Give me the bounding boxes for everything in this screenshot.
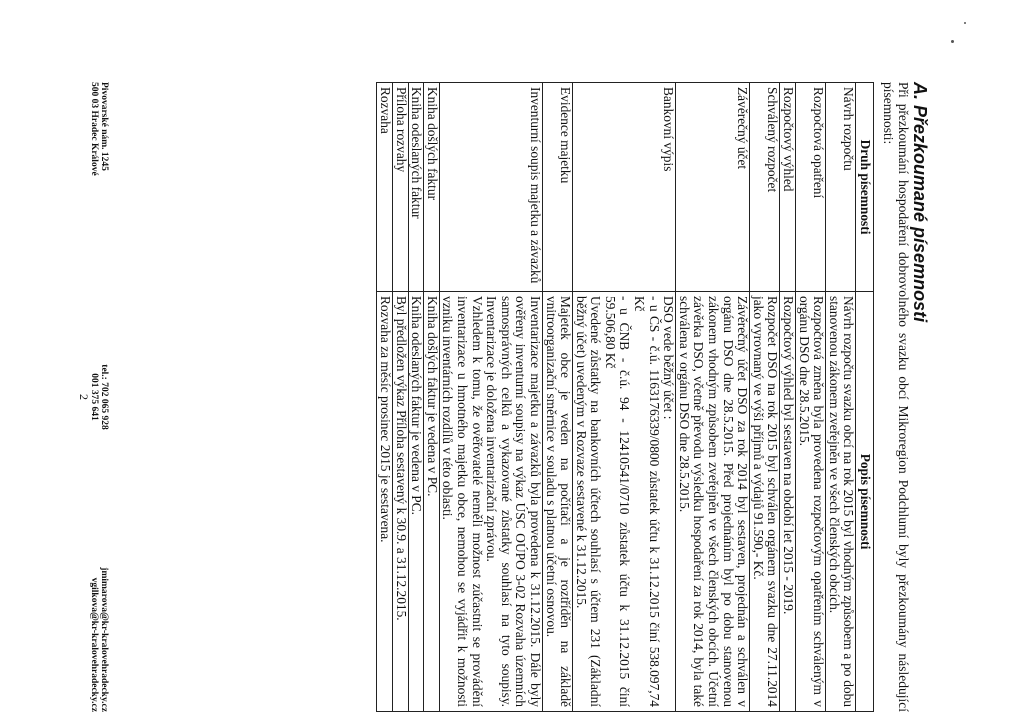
document-description-cell [439, 292, 542, 712]
document-type-cell: Kniha odeslaných faktur [408, 83, 424, 292]
table-row [573, 83, 676, 712]
description-paragraph: Návrh rozpočtu svazku obcí na rok 2015 byl vhodným způsobem a po dobu stanovenou zákonem zveřejněn ve všech členských obcích. [826, 296, 857, 707]
scan-speck [964, 22, 966, 24]
table-row [676, 83, 750, 712]
description-paragraph: Rozpočet DSO na rok 2015 byl schválen orgánem svazku dne 27.11.2014 jako vyrovnaný ve výši příjmů a výdajů 91.590,- Kč. [750, 296, 781, 707]
table-row [424, 83, 440, 712]
document-type-cell: Evidence majetku [542, 83, 572, 292]
footer-email-line: jmimarova@kr-kralovehradecky.cz [99, 567, 109, 712]
documents-table [376, 82, 874, 712]
document-type-cell: Rozpočtová opatření [796, 83, 826, 292]
footer-address-line: 500 03 Hradec Králové [89, 82, 99, 176]
document-description-cell [573, 292, 676, 712]
footer-phone-line: tel.: 702 065 928 [99, 364, 109, 430]
description-paragraph: Závěrečný účet DSO za rok 2014 byl sestaven, projednán a schválen v orgánu DSO dne 28.5.2015. Před projednáním byl po dobu stanovenou zákonem vhodným způsobem zveřejněn ve všech členských obcích. Účetní závěrka DSO, včetně převodu výsledku hospodaření za rok 2014, byla také schválena v orgánu DSO dne 28.5.2015. [676, 296, 751, 707]
footer-phone-line: 001 375 641 [89, 373, 99, 421]
document-type-cell: Příloha rozvahy [393, 83, 409, 292]
description-paragraph: - u ČNB - č.ú. 94 - 12410541/0710 zůstatek účtu k 31.12.2015 činí 59.506,80 Kč [602, 296, 633, 707]
description-paragraph: - u ČS - č.ú. 1163176339/0800 zůstatek účtu k 31.12.2015 činí 538.097,74 Kč [632, 296, 662, 707]
section-heading: A. Přezkoumané písemnosti [910, 82, 930, 323]
document-description-cell [424, 292, 440, 712]
description-paragraph: Majetek obce je veden na počítači a je roztříděn na základě vnitroorganizační směrnice v souladu s platnou účetní osnovou. [543, 296, 574, 707]
description-paragraph: Rozpočtová změna byla provedena rozpočtovým opatřením schváleným v orgánu DSO dne 28.5.2015. [796, 296, 827, 707]
table-row [377, 83, 393, 712]
document-type-cell: Návrh rozpočtu [826, 83, 856, 292]
document-description-cell [542, 292, 572, 712]
table-row [542, 83, 572, 712]
document-type-cell: Inventurní soupis majetku a závazků [439, 83, 542, 292]
description-paragraph: Vzhledem k tomu, že ověřovatelé neměli možnost zúčastnit se provádění inventarizace u hmotného majetku obce, nemohou se vyjádřit k možnosti vzniku inventárních rozdílů v této oblasti. [440, 296, 485, 707]
description-paragraph: DSO vede běžný účet : [661, 296, 677, 420]
document-description-cell [826, 292, 856, 712]
description-paragraph: Uvedené zůstatky na bankovních účtech souhlasí s účtem 231 (Základní běžný účet) uvedeným v Rozvaze sestavené k 31.12.2015. [573, 296, 604, 707]
document-type-cell: Rozpočtový výhled [780, 83, 796, 292]
table-row [750, 83, 780, 712]
document-description-cell [780, 292, 796, 712]
document-type-cell: Kniha došlých faktur [424, 83, 440, 292]
footer-address-line: Pivovarské nám. 1245 [99, 82, 109, 171]
table-row [796, 83, 826, 712]
footer-address [89, 82, 109, 176]
document-description-cell [676, 292, 750, 712]
document-description-cell [393, 292, 409, 712]
table-row [826, 83, 856, 712]
scan-speck [951, 40, 954, 43]
header-document-type: Druh písemnosti [856, 83, 874, 292]
table-row [408, 83, 424, 712]
description-paragraph: Rozvaha za měsíc prosinec 2015 je sestavena. [378, 296, 393, 543]
footer-email-line: vgilkova@kr-kralovehradecky.cz [89, 577, 99, 712]
description-paragraph: Kniha došlých faktur je vedena v PC. [424, 296, 440, 497]
description-paragraph: Inventarizace majetku a závazků byla provedena k 31.12.2015. Dále byly ověřeny inventurní soupisy na výkaz ÚSC OÚPO 3-02 Rozvaha územních samosprávných celků a vykazované zůstatky souhlasí na tyto soupisy. Inventarizace je doložena inventarizační zprávou. [484, 296, 543, 707]
description-paragraph: Kniha odeslaných faktur je vedena v PC. [409, 296, 425, 516]
table-header-row [856, 83, 874, 712]
page-number: 2 [77, 394, 91, 400]
table-row [780, 83, 796, 712]
table-row [439, 83, 542, 712]
document-description-cell [377, 292, 393, 712]
document-type-cell: Závěrečný účet [676, 83, 750, 292]
description-paragraph: Byl předložen výkaz Příloha sestavený k 30.9. a 31.12.2015. [393, 296, 409, 621]
document-type-cell: Schválený rozpočet [750, 83, 780, 292]
document-description-cell [796, 292, 826, 712]
footer-phone [89, 322, 109, 472]
document-description-cell [408, 292, 424, 712]
header-document-description: Popis písemnosti [856, 292, 874, 712]
document-description-cell [750, 292, 780, 712]
table-row [393, 83, 409, 712]
document-type-cell: Bankovní výpis [573, 83, 676, 292]
document-type-cell: Rozvaha [377, 83, 393, 292]
footer-email [89, 567, 109, 712]
description-paragraph: Rozpočtový výhled byl sestaven na období let 2015 - 2019. [781, 296, 797, 615]
section-intro: Při přezkoumání hospodaření dobrovolného svazku obcí Mikroregion Podchlumí byly přezkoumány následující písemnosti: [881, 82, 911, 712]
